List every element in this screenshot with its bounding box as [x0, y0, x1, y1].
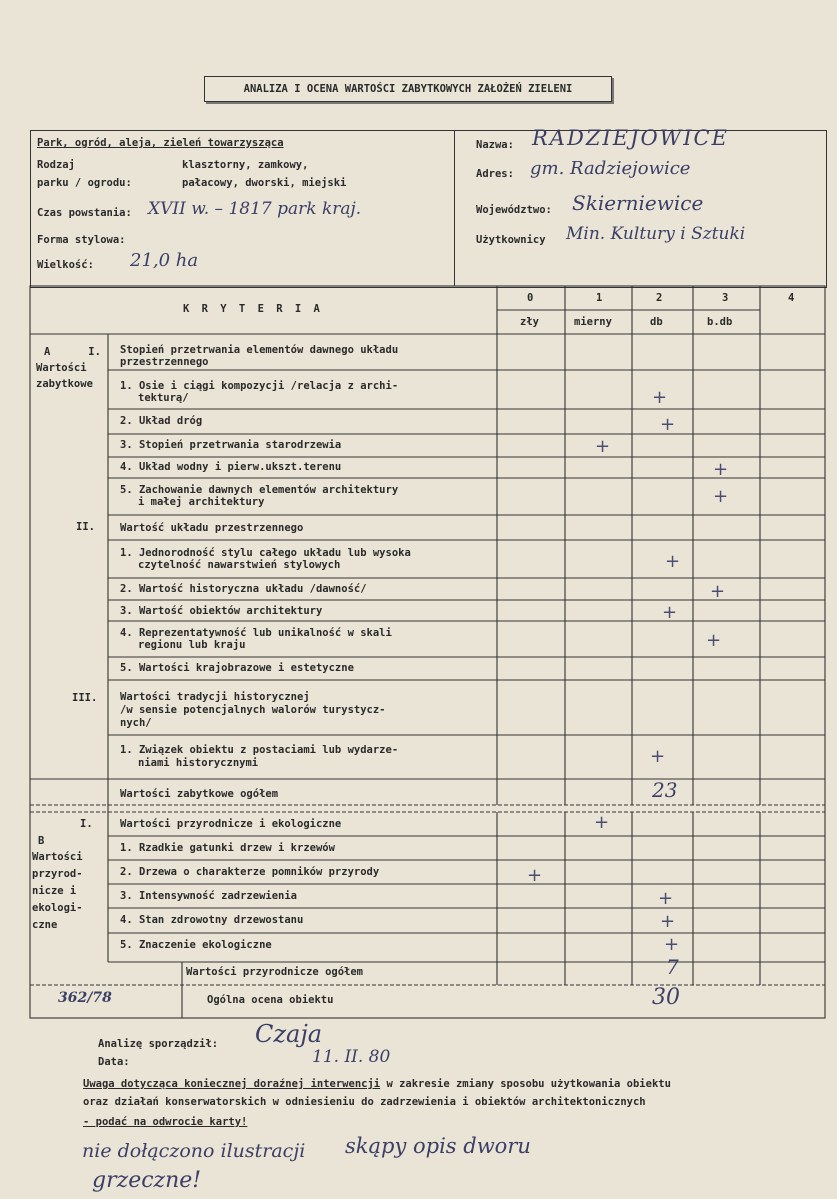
section-a-label-2: zabytkowe — [36, 378, 93, 390]
row-1-4: 4. Układ wodny i pierw.ukszt.terenu — [120, 461, 342, 473]
score-mark-7: + — [710, 581, 726, 602]
kryteria-header: K R Y T E R I A — [183, 303, 323, 315]
score-mark-5: + — [713, 486, 729, 507]
row-3-1: 1. Związek obiektu z postaciami lub wydarze- — [120, 744, 399, 756]
group-3-title: Wartości tradycji historycznej — [120, 691, 310, 703]
row-b-4: 4. Stan zdrowotny drzewostanu — [120, 914, 304, 926]
score-mark-2: + — [660, 414, 676, 435]
row-b-2: 2. Drzewa o charakterze pomników przyrody — [120, 866, 380, 878]
row-2-2: 2. Wartość historyczna układu /dawność/ — [120, 583, 367, 595]
score-label-1: mierny — [574, 316, 612, 328]
section-b-label-5: czne — [32, 919, 58, 931]
nazwa-label: Nazwa: — [476, 139, 514, 151]
score-mark-11: + — [594, 812, 610, 833]
section-a-num: A I. — [44, 346, 101, 358]
park-type-label: Park, ogród, aleja, zieleń towarzysząca — [37, 137, 284, 149]
note-line-2: oraz działań konserwatorskich w odniesieniu do zadrzewienia i obiektów architektonicznych — [83, 1096, 646, 1108]
total-a-value: 23 — [652, 778, 678, 802]
group-3-num: III. — [72, 692, 98, 704]
row-1-5: 5. Zachowanie dawnych elementów architektury — [120, 484, 399, 496]
score-mark-10: + — [650, 746, 666, 767]
analysis-signature: Czaja — [255, 1020, 323, 1048]
score-mark-13: + — [658, 888, 674, 909]
adres-value: gm. Radziejowice — [530, 158, 691, 179]
handwritten-note-3: grzeczne! — [92, 1168, 202, 1193]
row-3-1b: niami historycznymi — [138, 757, 259, 769]
section-b-label-3: nicze i — [32, 885, 77, 897]
score-label-3: b.db — [707, 316, 733, 328]
score-2: 2 — [656, 292, 663, 304]
group-b-title: Wartości przyrodnicze i ekologiczne — [120, 818, 342, 830]
section-b-num: I. — [80, 818, 93, 830]
note-line-1-rest: w zakresie zmiany sposobu użytkowania obiektu — [380, 1078, 671, 1090]
group-1-title: Stopień przetrwania elementów dawnego układu — [120, 344, 399, 356]
score-mark-3: + — [595, 436, 611, 457]
wielkosc-label: Wielkość: — [37, 259, 94, 271]
czas-label: Czas powstania: — [37, 207, 132, 219]
section-b-label-4: ekologi- — [32, 902, 83, 914]
row-2-4: 4. Reprezentatywność lub unikalność w skali — [120, 627, 392, 639]
total-label: Ogólna ocena obiektu — [207, 994, 334, 1006]
row-b-5: 5. Znaczenie ekologiczne — [120, 939, 272, 951]
wojewodztwo-value: Skierniewice — [572, 191, 704, 215]
row-1-1: 1. Osie i ciągi kompozycji /relacja z archi- — [120, 380, 399, 392]
score-0: 0 — [527, 292, 534, 304]
handwritten-note-2: skąpy opis dworu — [345, 1134, 531, 1158]
note-line-1-underlined: Uwaga dotycząca koniecznej doraźnej interwencji — [83, 1078, 381, 1090]
score-mark-1: + — [652, 387, 668, 408]
rodzaj-options: klasztorny, zamkowy, — [182, 159, 309, 171]
score-mark-15: + — [664, 934, 680, 955]
score-mark-6: + — [665, 551, 681, 572]
group-3-title-2: /w sensie potencjalnych walorów turystycz- — [120, 704, 386, 716]
row-1-3: 3. Stopień przetrwania starodrzewia — [120, 439, 342, 451]
row-1-5b: i małej architektury — [138, 496, 265, 508]
total-b-value: 7 — [666, 955, 679, 979]
row-b-1: 1. Rzadkie gatunki drzew i krzewów — [120, 842, 335, 854]
row-2-3: 3. Wartość obiektów architektury — [120, 605, 323, 617]
total-value: 30 — [652, 985, 680, 1010]
score-mark-8: + — [662, 602, 678, 623]
adres-label: Adres: — [476, 168, 514, 180]
form-title: ANALIZA I OCENA WARTOŚCI ZABYTKOWYCH ZAŁOŻEŃ ZIELENI — [204, 76, 612, 102]
row-1-2: 2. Układ dróg — [120, 415, 203, 427]
uzytkownicy-value: Min. Kultury i Sztuki — [566, 224, 746, 244]
group-3-title-3: nych/ — [120, 717, 152, 729]
row-2-5: 5. Wartości krajobrazowe i estetyczne — [120, 662, 354, 674]
rodzaj-label-2: parku / ogrodu: — [37, 177, 132, 189]
wielkosc-value: 21,0 ha — [130, 250, 199, 271]
uzytkownicy-label: Użytkownicy — [476, 234, 546, 246]
wojewodztwo-label: Województwo: — [476, 204, 552, 216]
score-mark-4: + — [713, 459, 729, 480]
rodzaj-options-2: pałacowy, dworski, miejski — [182, 177, 347, 189]
score-label-2: db — [650, 316, 663, 328]
row-1-1b: tekturą/ — [138, 392, 189, 404]
section-b-label-2: przyrod- — [32, 868, 83, 880]
score-label-0: zły — [520, 316, 539, 328]
row-b-3: 3. Intensywność zadrzewienia — [120, 890, 298, 902]
forma-label: Forma stylowa: — [37, 234, 126, 246]
row-2-1b: czytelność nawarstwień stylowych — [138, 559, 341, 571]
note-line-3: - podać na odwrocie karty! — [83, 1116, 248, 1128]
date-value: 11. II. 80 — [312, 1047, 391, 1067]
date-label: Data: — [98, 1056, 130, 1068]
total-b-label: Wartości przyrodnicze ogółem — [186, 966, 364, 978]
rodzaj-label: Rodzaj — [37, 159, 75, 171]
analysis-label: Analizę sporządził: — [98, 1038, 219, 1050]
group-1-title-2: przestrzennego — [120, 356, 209, 368]
score-mark-9: + — [706, 630, 722, 651]
score-3: 3 — [722, 292, 729, 304]
group-2-num: II. — [76, 521, 95, 533]
score-4: 4 — [788, 292, 795, 304]
czas-value: XVII w. – 1817 park kraj. — [148, 199, 362, 219]
section-b-letter: B — [38, 835, 45, 847]
stamp-number: 362/78 — [58, 990, 112, 1006]
score-mark-14: + — [660, 911, 676, 932]
score-mark-12: + — [527, 865, 543, 886]
note-line-1 — [83, 1078, 671, 1090]
total-a-label: Wartości zabytkowe ogółem — [120, 788, 279, 800]
section-b-label-1: Wartości — [32, 851, 83, 863]
row-2-4b: regionu lub kraju — [138, 639, 246, 651]
nazwa-value: RADZIEJOWICE — [532, 126, 729, 150]
row-2-1: 1. Jednorodność stylu całego układu lub wysoka — [120, 547, 411, 559]
section-a-label: Wartości — [36, 362, 87, 374]
group-2-title: Wartość układu przestrzennego — [120, 522, 304, 534]
handwritten-note-1: nie dołączono ilustracji — [82, 1140, 306, 1162]
score-1: 1 — [596, 292, 603, 304]
